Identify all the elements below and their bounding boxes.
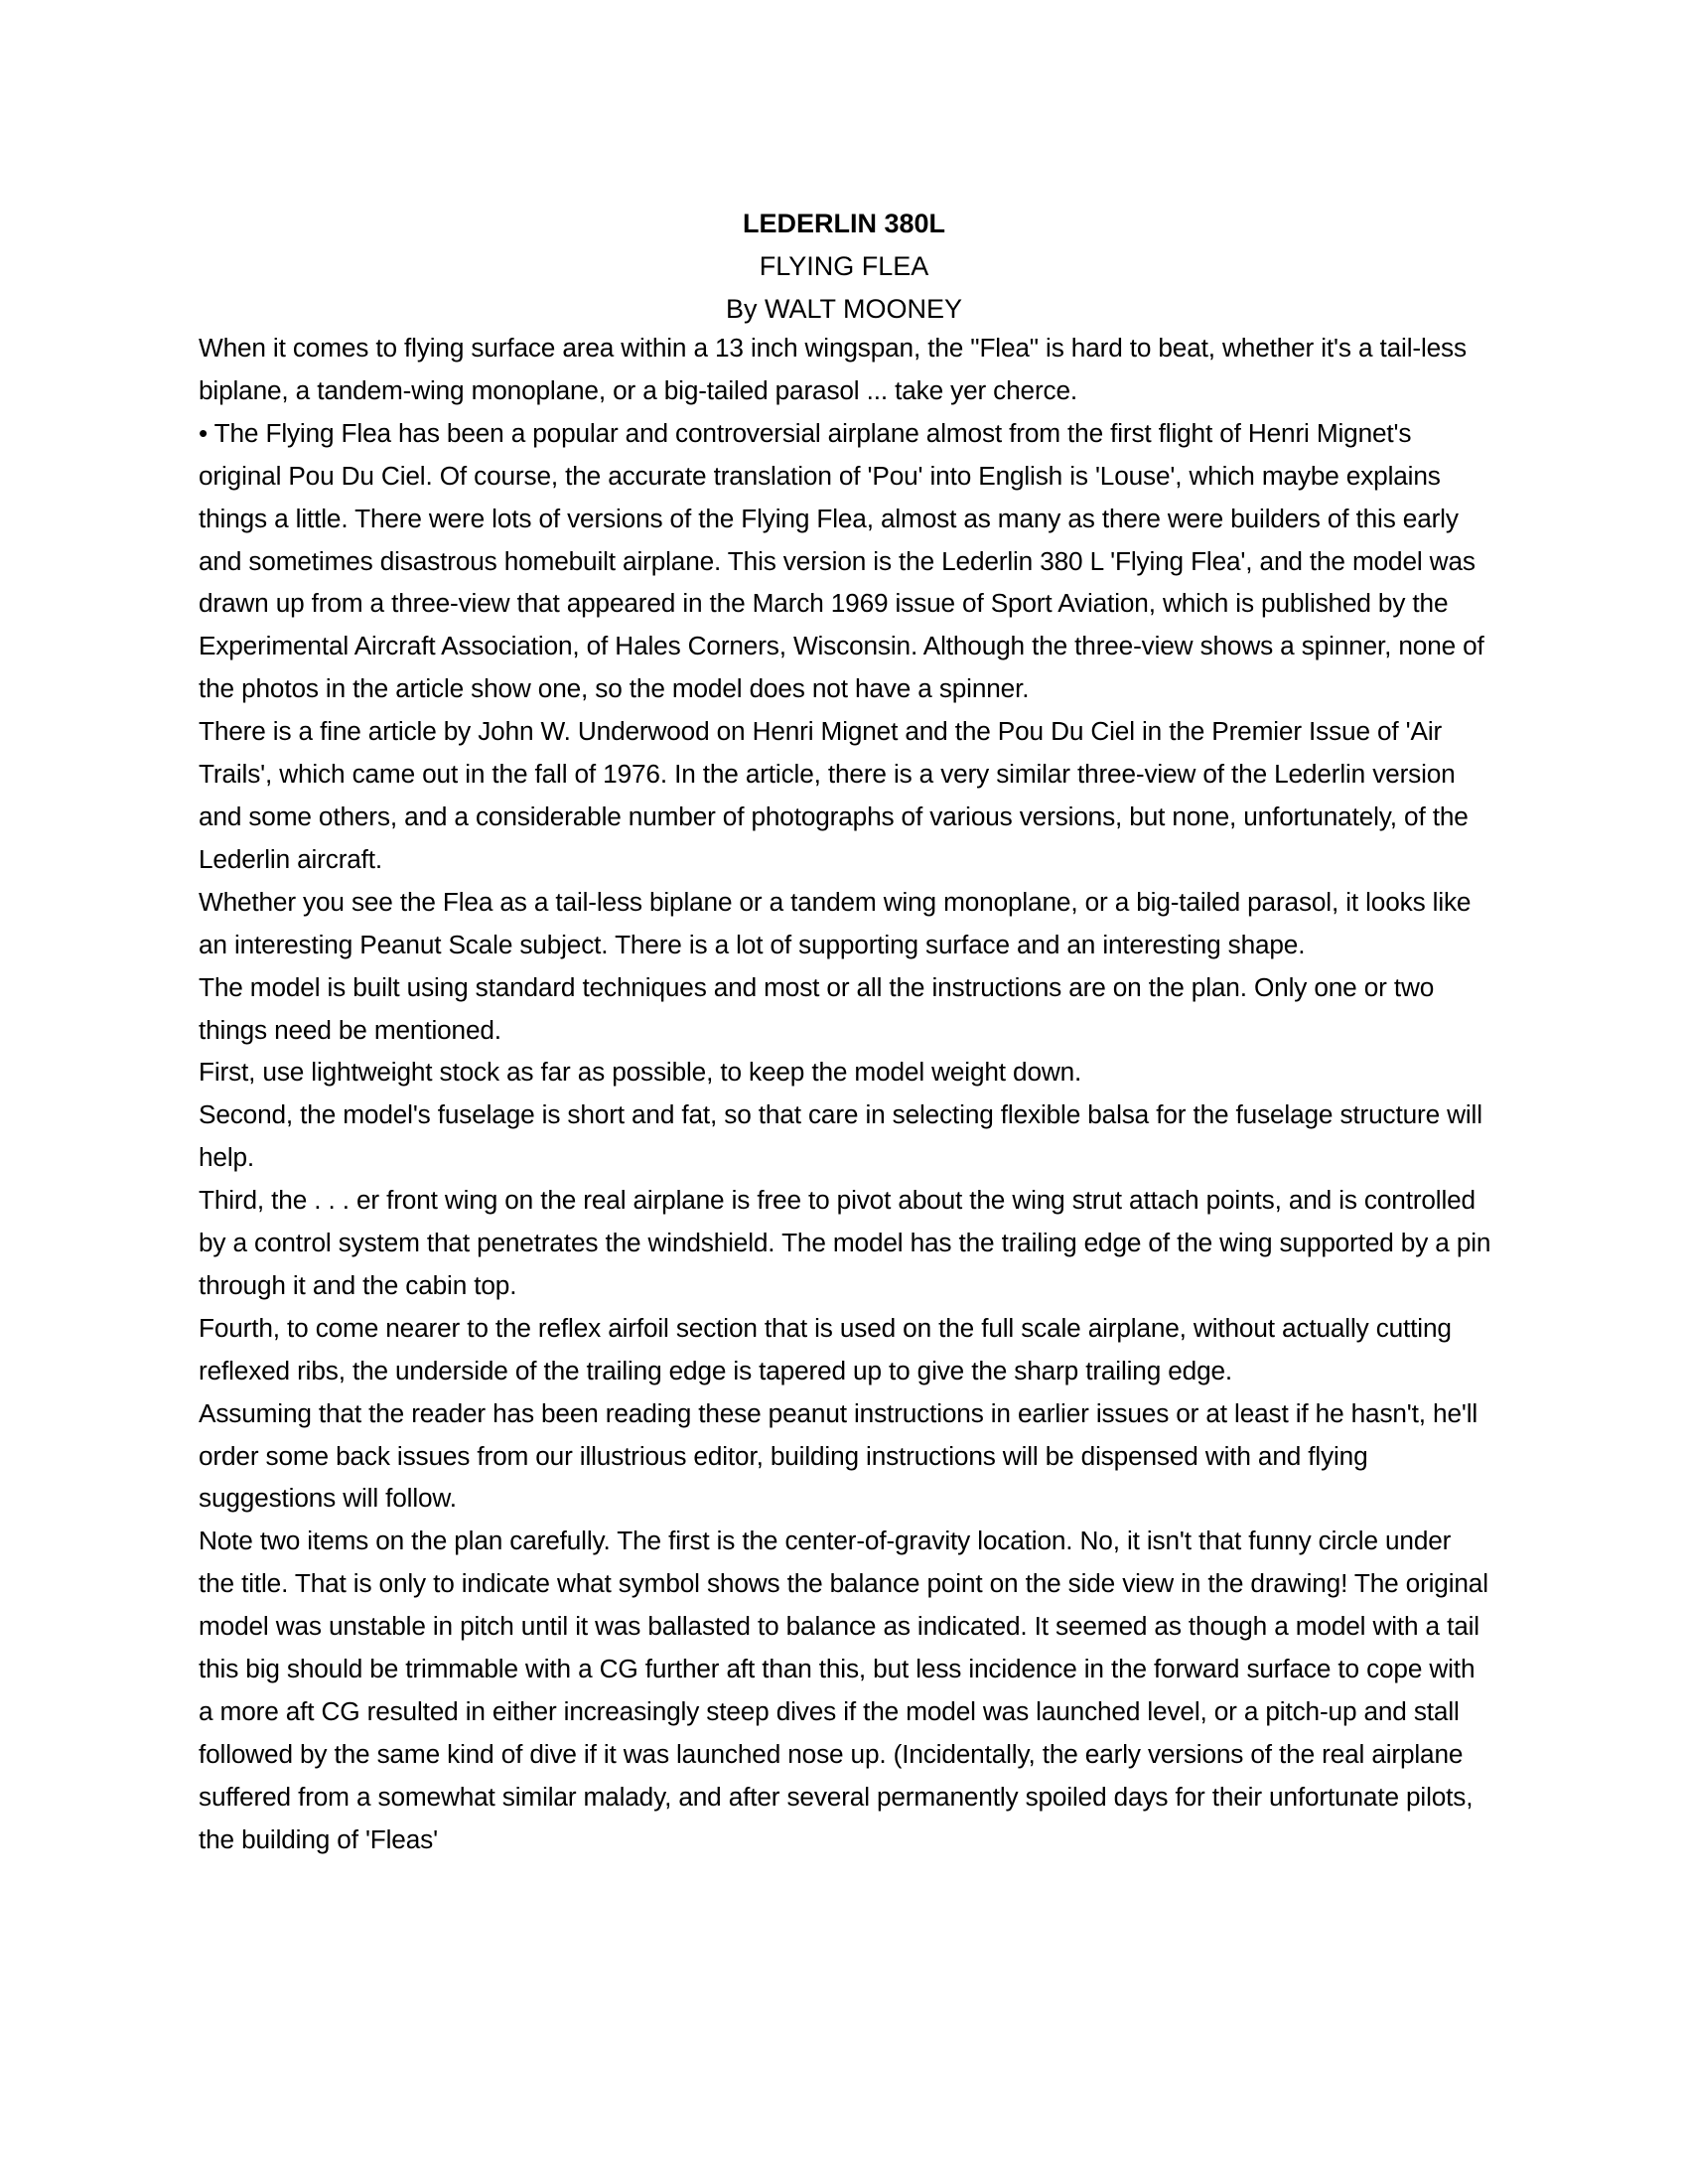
paragraph-peanut-subject: Whether you see the Flea as a tail-less biplane or a tandem wing monoplane, or a big-tailed parasol, it looks like an interesting Peanut Scale subject. There is a lot of supporting surface and an interesting shape. [199,886,1472,959]
article-title: LEDERLIN 380L [742,209,946,238]
paragraph-air-trails: There is a fine article by John W. Underwood on Henri Mignet and the Pou Du Ciel in the Premier Issue of 'Air Trails', which came out in the fall of 1976. In the article, there is a very similar three-view of the Lederlin version and some others, and a considerable number of photographs of various versions, but none, unfortunately, of the Lederlin aircraft. [199,716,1469,874]
paragraph-first: First, use lightweight stock as far as possible, to keep the model weight down. [199,1057,1082,1088]
paragraph-construction: The model is built using standard techniques and most or all the instructions are on the plan. Only one or two things need be mentioned. [199,971,1435,1045]
paragraph-intro: When it comes to flying surface area within a 13 inch wingspan, the "Flea" is hard to beat, whether it's a tail-less biplane, a tandem-wing monoplane, or a big-tailed parasol ... take yer cherce. [199,333,1467,405]
paragraph-fourth: Fourth, to come nearer to the reflex airfoil section that is used on the full scale airplane, without actually cutting reflexed ribs, the underside of the trailing edge is tapered up to give the sharp trailing edge. [199,1312,1452,1385]
article-header [0,203,1688,331]
article-body [199,327,1491,1861]
paragraph-third: Third, the . . . er front wing on the real airplane is free to pivot about the wing strut attach points, and is controlled by a control system that penetrates the windshield. The model has the trailing edge of the wing supported by a pin through it and the cabin top. [199,1185,1491,1300]
paragraph-history: • The Flying Flea has been a popular and controversial airplane almost from the first flight of Henri Mignet's original Pou Du Ciel. Of course, the accurate translation of 'Pou' into English is 'Louse', which maybe explains things a little. There were lots of versions of the Flying Flea, almost as many as there were builders of this early and sometimes disastrous homebuilt airplane. This version is the Lederlin 380 L 'Flying Flea', and the model was drawn up from a three-view that appeared in the March 1969 issue of Sport Aviation, which is published by the Experimental Aircraft Association, of Hales Corners, Wisconsin. Although the three-view shows a spinner, none of the photos in the article show one, so the model does not have a spinner. [199,417,1484,704]
paragraph-note: Note two items on the plan carefully. The first is the center-of-gravity location. No, it isn't that funny circle under the title. That is only to indicate what symbol shows the balance point on the side view in the drawing! The original model was unstable in pitch until it was ballasted to balance as indicated. It seemed as though a model with a tail this big should be trimmable with a CG further aft than this, but less incidence in the forward surface to cope with a more aft CG resulted in either increasingly steep dives if the model was launched level, or a pitch-up and stall followed by the same kind of dive if it was launched nose up. (Incidentally, the early versions of the real airplane suffered from a somewhat similar malady, and after several permanently spoiled days for their unfortunate pilots, the building of 'Fleas' [199,1526,1488,1854]
paragraph-second: Second, the model's fuselage is short and fat, so that care in selecting flexible balsa for the fuselage structure will help. [199,1099,1482,1173]
article-subtitle: FLYING FLEA [759,251,929,281]
paragraph-assuming: Assuming that the reader has been reading these peanut instructions in earlier issues or at least if he hasn't, he'll order some back issues from our illustrious editor, building instructions will be dispensed with and flying suggestions will follow. [199,1397,1478,1514]
article-byline: By WALT MOONEY [725,294,963,324]
